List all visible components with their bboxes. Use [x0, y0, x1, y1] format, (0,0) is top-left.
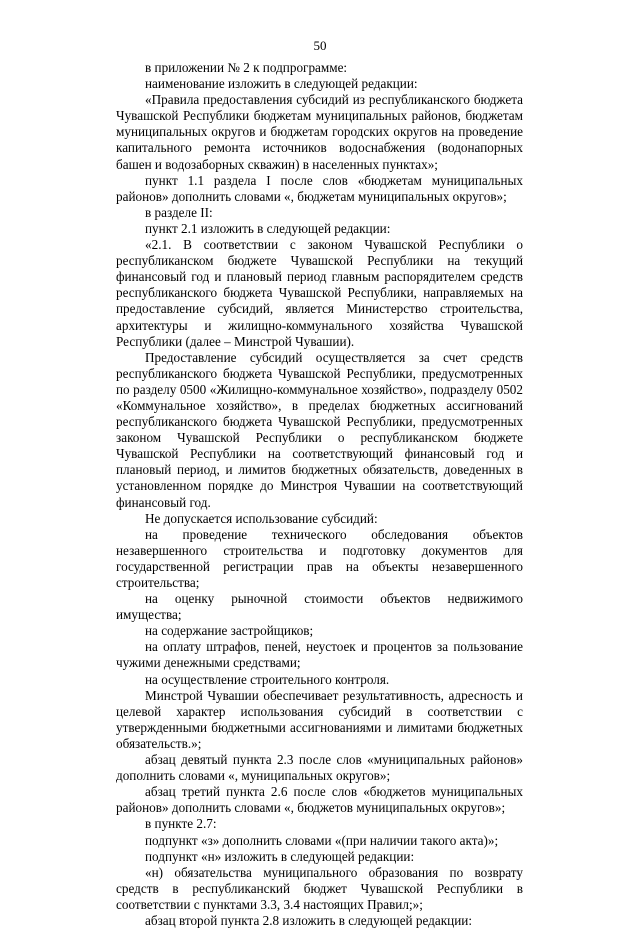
paragraph: «Правила предоставления субсидий из республиканского бюджета Чувашской Республики бюджетам муниципальных районов, бюджетам муниципальных округов и бюджетам городских округов на проведение капитального ремонта источников водоснабжения (водонапорных башен и водозаборных скважин) в населенных пунктах»; [116, 92, 523, 172]
paragraph: Предоставление субсидий осуществляется за счет средств республиканского бюджета Чувашской Республики, предусмотренных по разделу 0500 «Жилищно-коммунальное хозяйство», подразделу 0502 «Коммунальное хозяйство», в пределах бюджетных ассигнований республиканского бюджета Чувашской Республики, предусмотренных законом Чувашской Республики о республиканском бюджете Чувашской Республики на соответствующий финансовый год и плановый период, и лимитов бюджетных обязательств, доведенных в установленном порядке до Минстроя Чувашии на соответствующий финансовый год. [116, 349, 523, 510]
paragraph: на осуществление строительного контроля. [145, 671, 390, 687]
paragraph: Не допускается использование субсидий: [145, 510, 378, 526]
paragraph: пункт 1.1 раздела I после слов «бюджетам муниципальных районов» дополнить словами «, бюджетам муниципальных округов»; [116, 172, 523, 204]
paragraph: в приложении № 2 к подпрограмме: [145, 60, 348, 75]
paragraph: подпункт «з» дополнить словами «(при наличии такого акта)»; [145, 832, 499, 848]
paragraph: на проведение технического обследования объектов незавершенного строительства и подготовку документов для государственной регистрации прав на объекты незавершенного строительства; [116, 526, 523, 590]
paragraph: в разделе II: [145, 204, 213, 220]
paragraph: подпункт «н» изложить в следующей редакции: [145, 848, 415, 864]
paragraph: на содержание застройщиков; [145, 623, 314, 639]
paragraph: Минстрой Чувашии обеспечивает результативность, адресность и целевой характер использования субсидий в соответствии с утвержденными бюджетными ассигнованиями и лимитами бюджетных обязательств.»; [116, 687, 523, 751]
paragraph: на оценку рыночной стоимости объектов недвижимого имущества; [116, 591, 523, 623]
paragraph: пункт 2.1 изложить в следующей редакции: [145, 220, 391, 236]
paragraph: «2.1. В соответствии с законом Чувашской Республики о республиканском бюджете Чувашской Республики на текущий финансовый год и плановый период главным распорядителем средств республиканского бюджета Чувашской Республики, направляемых на предоставление субсидий, является Министерство строительства, архитектуры и жилищно-коммунального хозяйства Чувашской Республики (далее – Минстрой Чувашии). [116, 237, 523, 349]
paragraph: абзац второй пункта 2.8 изложить в следующей редакции: [145, 912, 472, 928]
paragraph: на оплату штрафов, пеней, неустоек и процентов за пользование чужими денежными средствами; [116, 639, 523, 671]
paragraph: «н) обязательства муниципального образования по возврату средств в республиканский бюджет Чувашской Республики в соответствии с пунктами 3.3, 3.4 настоящих Правил;»; [116, 864, 523, 912]
page-number: 50 [313, 38, 327, 53]
paragraph: наименование изложить в следующей редакции: [145, 76, 418, 92]
document-body [116, 60, 523, 929]
paragraph: абзац третий пункта 2.6 после слов «бюджетов муниципальных районов» дополнить словами «, бюджетов муниципальных округов»; [116, 784, 523, 816]
paragraph: абзац девятый пункта 2.3 после слов «муниципальных районов» дополнить словами «, муниципальных округов»; [116, 752, 523, 784]
paragraph: в пункте 2.7: [145, 816, 217, 832]
